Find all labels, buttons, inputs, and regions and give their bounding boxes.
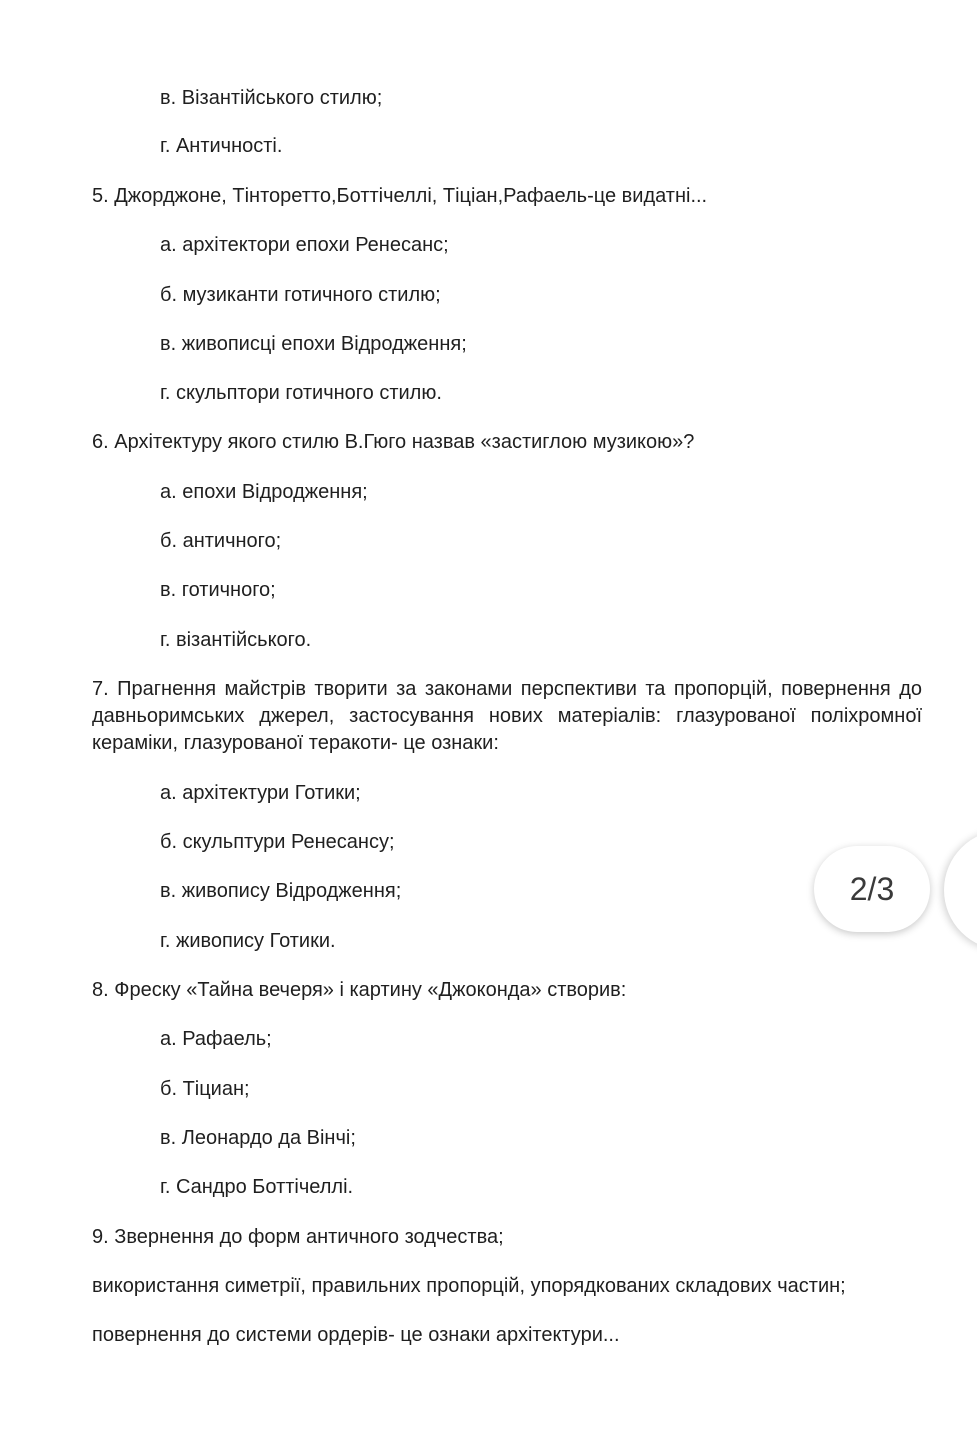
q7-option-a: а. архітектури Готики; bbox=[160, 782, 361, 804]
q9-question-line-1: 9. Звернення до форм античного зодчества; bbox=[92, 1226, 504, 1248]
q5-question: 5. Джорджоне, Тінторетто,Боттічеллі, Тіціан,Рафаель-це видатні... bbox=[92, 185, 708, 207]
q6-option-g: г. візантійського. bbox=[160, 629, 312, 651]
q7-option-v: в. живопису Відродження; bbox=[160, 880, 402, 902]
q6-option-v: в. готичного; bbox=[160, 579, 276, 601]
q6-option-b: б. античного; bbox=[160, 530, 282, 552]
q7-question: 7. Прагнення майстрів творити за законами перспективи та пропорцій, повернення до давньоримських джерел, застосування нових матеріалів: глазурованої поліхромної кераміки, глазурованої теракоти- це ознаки: bbox=[92, 678, 922, 754]
q5-option-v: в. живописці епохи Відродження; bbox=[160, 333, 467, 355]
q8-option-g: г. Сандро Боттічеллі. bbox=[160, 1176, 354, 1198]
q9-question-line-3: повернення до системи ордерів- це ознаки архітектури... bbox=[92, 1324, 620, 1346]
q6-option-a: а. епохи Відродження; bbox=[160, 481, 368, 503]
q7-option-b: б. скульптури Ренесансу; bbox=[160, 831, 395, 853]
q8-question: 8. Фреску «Тайна вечеря» і картину «Джоконда» створив: bbox=[92, 979, 627, 1001]
q8-option-b: б. Тіциан; bbox=[160, 1078, 250, 1100]
q5-option-g: г. скульптори готичного стилю. bbox=[160, 382, 442, 404]
q4-option-v: в. Візантійського стилю; bbox=[160, 87, 383, 109]
q6-question: 6. Архітектуру якого стилю В.Гюго назвав «застиглою музикою»? bbox=[92, 431, 695, 453]
q7-option-g: г. живопису Готики. bbox=[160, 930, 336, 952]
q4-option-g: г. Античності. bbox=[160, 135, 283, 157]
q5-option-b: б. музиканти готичного стилю; bbox=[160, 284, 441, 306]
next-page-handle[interactable] bbox=[944, 830, 977, 950]
q8-option-v: в. Леонардо да Вінчі; bbox=[160, 1127, 356, 1149]
q8-option-a: а. Рафаель; bbox=[160, 1028, 272, 1050]
q5-option-a: а. архітектори епохи Ренесанс; bbox=[160, 234, 449, 256]
page-indicator[interactable]: 2/3 bbox=[814, 846, 930, 932]
q9-question-line-2: використання симетрії, правильних пропорцій, упорядкованих складових частин; bbox=[92, 1275, 846, 1297]
